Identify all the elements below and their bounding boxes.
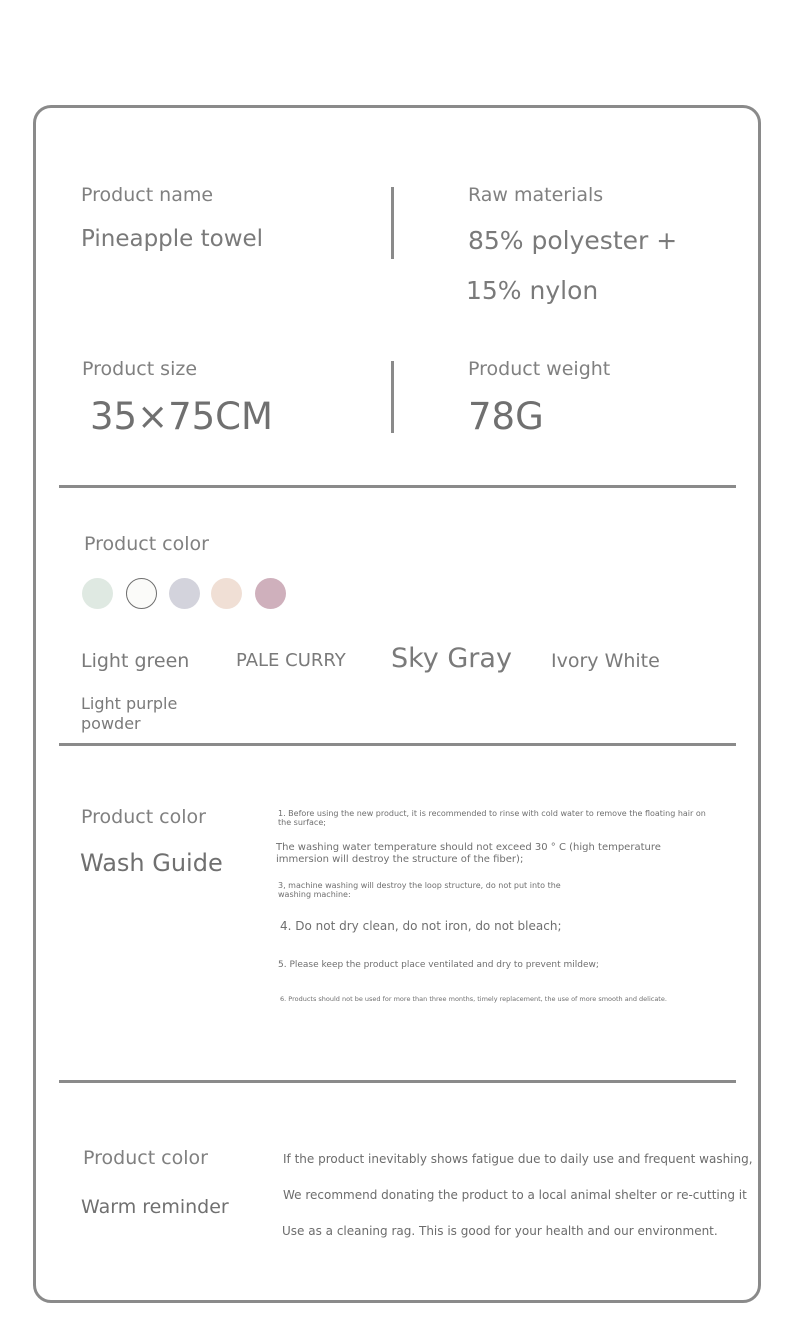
wash-item-1: 1. Before using the new product, it is recommended to rinse with cold water to remove the floating hair on the surface;	[278, 809, 706, 828]
reminder-line-3: Use as a cleaning rag. This is good for your health and our environment.	[282, 1224, 718, 1238]
reminder-line-1: If the product inevitably shows fatigue due to daily use and frequent washing,	[283, 1152, 753, 1166]
raw-materials-label: Raw materials	[468, 184, 604, 206]
color-name-ivory-white: Ivory White	[551, 650, 660, 672]
swatch-light-green	[82, 578, 113, 609]
color-name-sky-gray: Sky Gray	[391, 643, 512, 674]
wash-item-5: 5. Please keep the product place ventilated and dry to prevent mildew;	[278, 960, 599, 970]
wash-item-2: The washing water temperature should not exceed 30 ° C (high temperature immersion will destroy the structure of the fiber);	[276, 842, 661, 865]
wash-guide-title: Wash Guide	[80, 849, 223, 877]
product-size-value: 35×75CM	[90, 395, 273, 438]
color-name-light-purple: Light purple powder	[81, 694, 178, 733]
section-divider-2	[59, 743, 736, 746]
product-name-label: Product name	[81, 184, 214, 206]
reminder-line-2: We recommend donating the product to a local animal shelter or re-cutting it	[283, 1188, 747, 1202]
raw-materials-line2: 15% nylon	[466, 276, 599, 305]
product-color-label: Product color	[84, 533, 209, 555]
spec-divider-top	[391, 187, 394, 259]
product-weight-label: Product weight	[468, 358, 611, 380]
swatch-peach	[211, 578, 242, 609]
swatch-gray	[169, 578, 200, 609]
product-weight-value: 78G	[468, 395, 544, 438]
section-divider-3	[59, 1080, 736, 1083]
section-divider-1	[59, 485, 736, 488]
product-name-value: Pineapple towel	[81, 226, 264, 252]
color-name-light-green: Light green	[81, 650, 190, 672]
wash-item-6: 6. Products should not be used for more than three months, timely replacement, the use of more smooth and delicate.	[280, 995, 667, 1003]
warm-reminder-title: Warm reminder	[81, 1196, 229, 1218]
swatch-purple	[255, 578, 286, 609]
reminder-color-label: Product color	[83, 1147, 208, 1169]
wash-item-3: 3, machine washing will destroy the loop structure, do not put into the washing machine:	[278, 881, 561, 900]
wash-color-label: Product color	[81, 806, 206, 828]
product-size-label: Product size	[82, 358, 198, 380]
spec-divider-bottom	[391, 361, 394, 433]
color-name-pale-curry: PALE CURRY	[236, 650, 346, 671]
wash-item-4: 4. Do not dry clean, do not iron, do not bleach;	[280, 919, 562, 933]
raw-materials-line1: 85% polyester +	[468, 226, 678, 255]
swatch-white	[126, 578, 157, 609]
